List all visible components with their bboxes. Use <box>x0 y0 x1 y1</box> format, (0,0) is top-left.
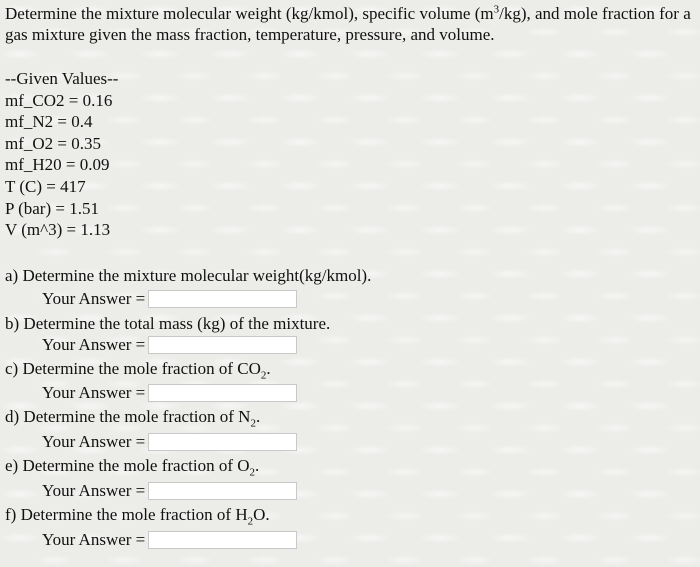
question-c-text: c) Determine the mole fraction of CO <box>5 359 261 378</box>
answer-row-e <box>42 481 297 501</box>
question-f <box>5 505 270 528</box>
question-f-subscript: 2 <box>247 515 254 528</box>
question-b <box>5 314 330 334</box>
answer-label-d: Your Answer = <box>42 432 146 451</box>
given-value-mf-h20: mf_H20 = 0.09 <box>5 155 110 175</box>
given-value-mf-co2: mf_CO2 = 0.16 <box>5 90 113 110</box>
question-e-subscript: 2 <box>249 466 256 479</box>
question-c-subscript: 2 <box>260 369 267 382</box>
answer-row-a <box>42 289 297 309</box>
question-a-text: a) Determine the mixture molecular weight(kg/kmol). <box>5 266 372 285</box>
answer-row-d <box>42 432 297 452</box>
answer-input-d[interactable] <box>148 433 297 451</box>
question-c-text-end: . <box>266 359 271 378</box>
answer-row-b <box>42 335 297 355</box>
question-f-text-end: O. <box>253 505 270 524</box>
answer-label-b: Your Answer = <box>42 335 146 354</box>
problem-statement <box>5 3 697 45</box>
question-d-text: d) Determine the mole fraction of N <box>5 407 251 426</box>
given-value-pressure: P (bar) = 1.51 <box>5 198 99 218</box>
question-d-text-end: . <box>255 407 261 426</box>
answer-label-c: Your Answer = <box>42 383 146 402</box>
question-b-text: b) Determine the total mass (kg) of the mixture. <box>5 314 331 333</box>
question-d <box>5 407 261 430</box>
given-value-volume: V (m^3) = 1.13 <box>5 220 111 240</box>
given-values-header: --Given Values-- <box>5 69 119 88</box>
given-value-mf-o2: mf_O2 = 0.35 <box>5 133 101 153</box>
question-e-text-end: . <box>255 456 260 475</box>
problem-statement-text-1: Determine the mixture molecular weight (kg/kmol), specific volume (m <box>5 4 494 23</box>
problem-statement-text-2: /kg), and mole fraction for a gas mixture given the mass fraction, temperature, pressure, and volume. <box>5 4 691 44</box>
answer-label-e: Your Answer = <box>42 481 146 500</box>
question-a <box>5 266 371 286</box>
answer-input-b[interactable] <box>148 336 297 354</box>
answer-input-f[interactable] <box>148 531 297 549</box>
question-c <box>5 359 271 382</box>
answer-label-f: Your Answer = <box>42 530 146 549</box>
answer-input-e[interactable] <box>148 482 297 500</box>
question-e <box>5 456 260 479</box>
question-d-subscript: 2 <box>250 417 256 430</box>
answer-row-c <box>42 383 297 403</box>
answer-input-c[interactable] <box>148 384 297 402</box>
problem-statement-superscript: 3 <box>493 3 500 16</box>
answer-row-f <box>42 530 297 550</box>
question-f-text: f) Determine the mole fraction of H <box>5 505 248 524</box>
answer-label-a: Your Answer = <box>42 289 146 308</box>
answer-input-a[interactable] <box>148 290 297 308</box>
question-e-text: e) Determine the mole fraction of O <box>5 456 250 475</box>
given-value-mf-n2: mf_N2 = 0.4 <box>5 112 93 132</box>
given-value-temperature: T (C) = 417 <box>5 176 86 196</box>
given-values-list <box>5 68 118 241</box>
